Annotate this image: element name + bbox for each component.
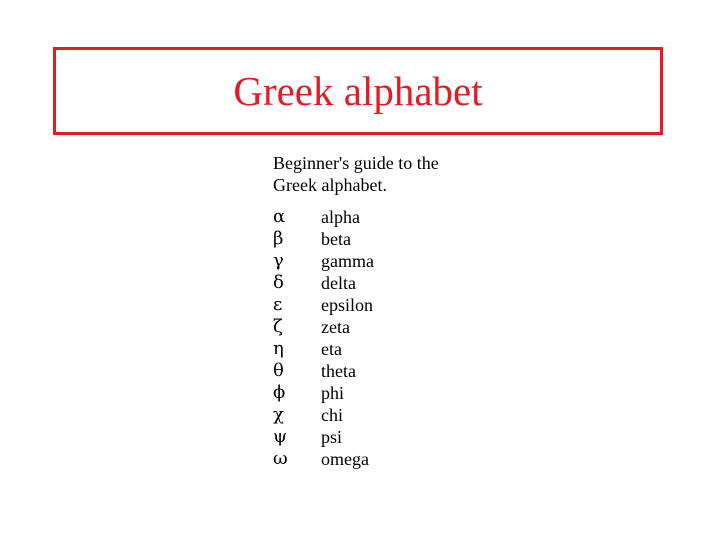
- letter-symbol: ψ: [273, 426, 288, 447]
- letter-symbol: α: [273, 206, 286, 227]
- guide-heading: [273, 152, 533, 196]
- letter-row-delta: [273, 272, 533, 294]
- guide-heading-line-1: Beginner's guide to the: [273, 153, 439, 173]
- letter-row-chi: [273, 404, 533, 426]
- letter-name: epsilon: [321, 295, 373, 315]
- letter-symbol: χ: [273, 404, 284, 425]
- letter-name: alpha: [321, 207, 360, 227]
- letter-symbol: θ: [273, 360, 284, 381]
- letter-name: zeta: [321, 317, 350, 337]
- letter-row-theta: [273, 360, 533, 382]
- letter-symbol: β: [273, 228, 284, 249]
- slide-title: Greek alphabet: [233, 67, 483, 114]
- letter-row-eta: [273, 338, 533, 360]
- letter-symbol: γ: [273, 250, 284, 271]
- letter-row-gamma: [273, 250, 533, 272]
- title-box: [53, 47, 663, 135]
- letter-name: omega: [321, 449, 369, 469]
- letter-row-zeta: [273, 316, 533, 338]
- letter-name: eta: [321, 339, 342, 359]
- letter-row-epsilon: [273, 294, 533, 316]
- letter-symbol: η: [273, 338, 284, 359]
- letter-row-alpha: [273, 206, 533, 228]
- letter-row-omega: [273, 448, 533, 470]
- letter-name: gamma: [321, 251, 374, 271]
- letter-symbol: δ: [273, 272, 284, 293]
- letter-row-beta: [273, 228, 533, 250]
- letter-symbol: ϕ: [273, 382, 286, 403]
- letter-row-phi: [273, 382, 533, 404]
- letter-name: psi: [321, 427, 343, 447]
- letter-name: delta: [321, 273, 356, 293]
- letter-name: theta: [321, 361, 356, 381]
- letter-symbol: ε: [273, 294, 283, 315]
- letter-symbol: ω: [273, 448, 288, 469]
- letter-row-psi: [273, 426, 533, 448]
- greek-alphabet-guide: [273, 152, 533, 470]
- letter-symbol: ζ: [273, 316, 283, 337]
- letter-name: chi: [321, 405, 343, 425]
- letter-name: phi: [321, 383, 345, 403]
- letter-name: beta: [321, 229, 351, 249]
- guide-heading-line-2: Greek alphabet.: [273, 175, 387, 195]
- letter-list: [273, 206, 533, 470]
